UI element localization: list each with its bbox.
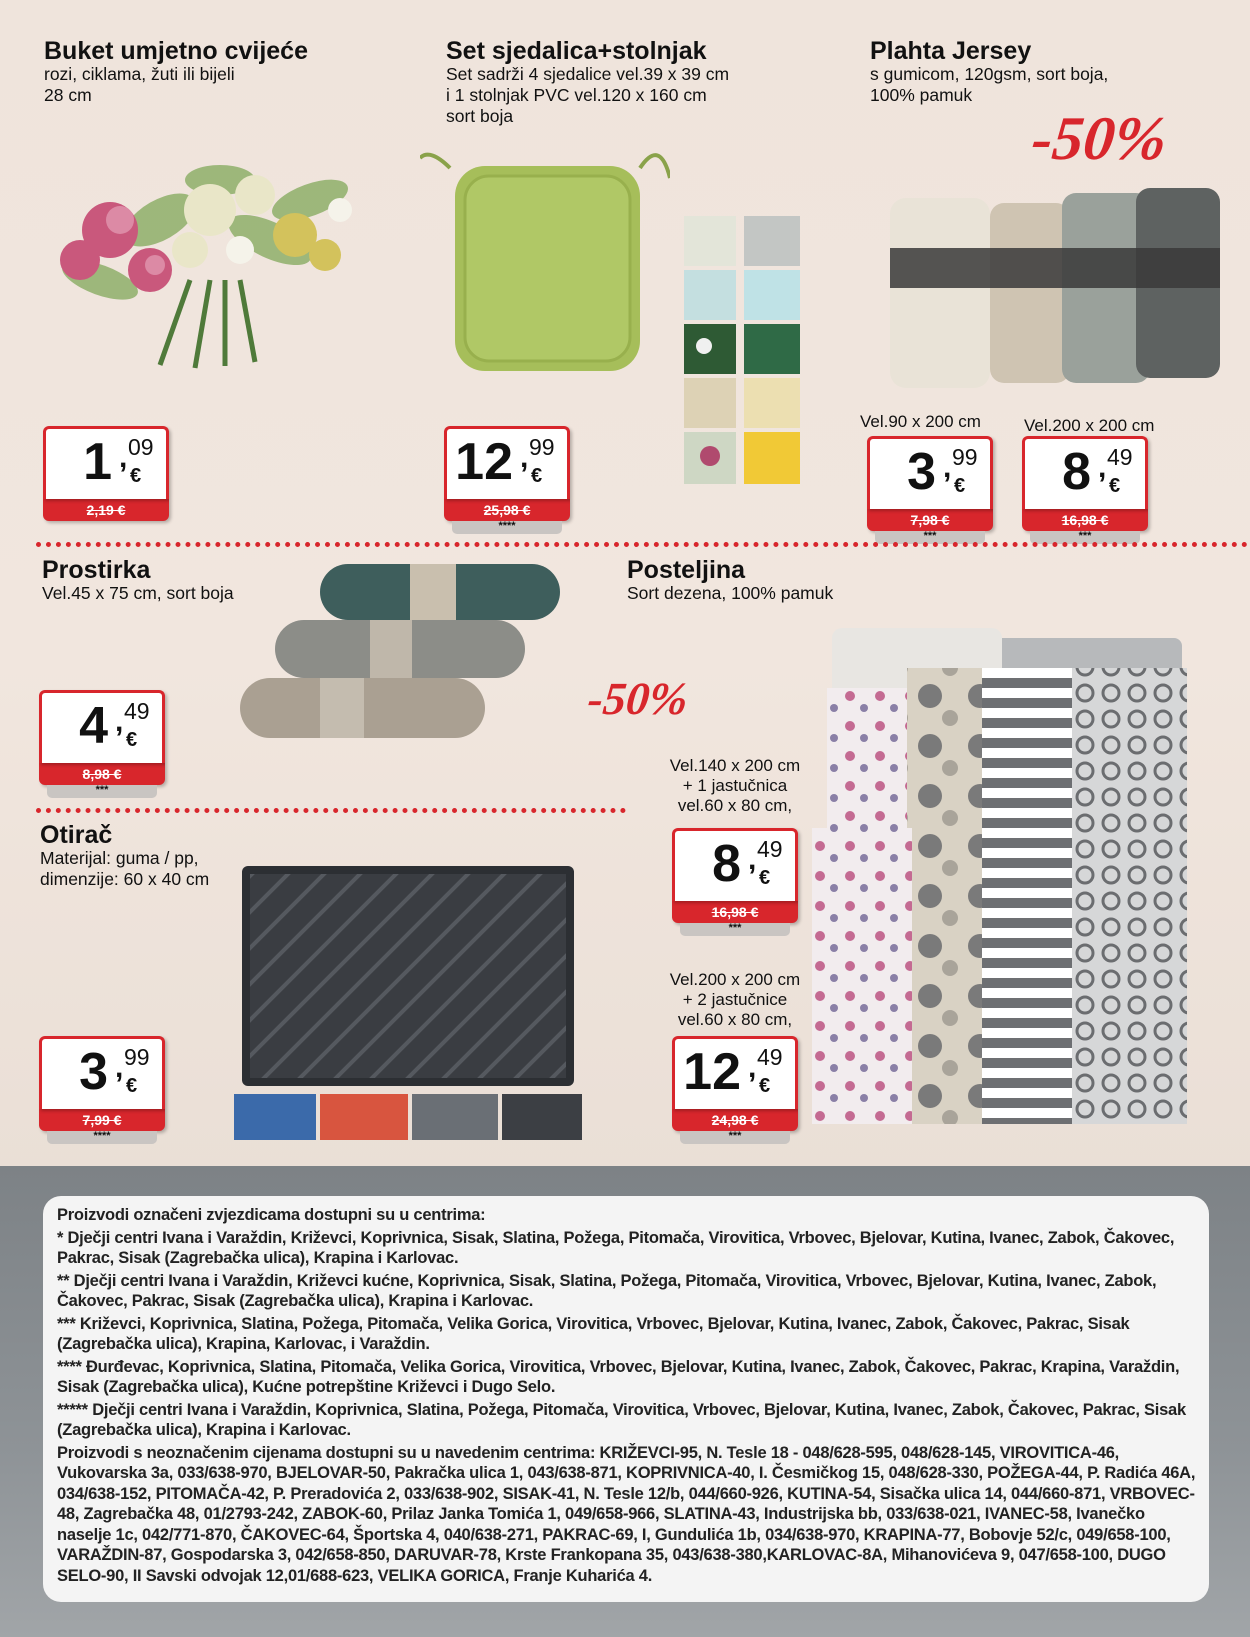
- price-decimal: 49: [757, 1044, 783, 1070]
- availability-stars: ***: [680, 1131, 790, 1144]
- posteljina-price-tag-2: 12 , 49 € 24,98 € ***: [672, 1036, 798, 1144]
- legend-intro: Proizvodi označeni zvjezdicama dostupni su u centrima:: [57, 1206, 486, 1224]
- plahta-desc: s gumicom, 120gsm, sort boja, 100% pamuk: [870, 64, 1109, 105]
- price-integer: 8: [712, 835, 741, 893]
- posteljina-price-tag-1: 8 , 49 € 16,98 € ***: [672, 828, 798, 936]
- price-integer: 1: [83, 433, 112, 491]
- price-currency: €: [126, 729, 138, 751]
- price-currency: €: [531, 465, 543, 487]
- buket-desc: rozi, ciklama, žuti ili bijeli 28 cm: [44, 64, 235, 105]
- bedding-image: [812, 628, 1192, 1124]
- set-price-tag: 12 , 99 € 25,98 € ****: [444, 426, 570, 534]
- price-currency: €: [1109, 475, 1121, 497]
- plahta-title: Plahta Jersey: [870, 37, 1032, 65]
- price-integer: 12: [683, 1043, 741, 1101]
- section-divider: [36, 808, 626, 813]
- posteljina-title: Posteljina: [627, 556, 746, 584]
- price-decimal: 09: [128, 434, 154, 460]
- price-currency: €: [759, 867, 771, 889]
- availability-stars: ***: [1030, 531, 1140, 544]
- flower-bouquet-image: [40, 140, 370, 370]
- old-price: 7,99 €: [39, 1109, 165, 1131]
- price-decimal: 99: [952, 444, 978, 470]
- otirac-desc: Materijal: guma / pp, dimenzije: 60 x 40 cm: [40, 848, 210, 889]
- legend-two-stars: ** Dječji centri Ivana i Varaždin, Križevci kućne, Koprivnica, Sisak, Slatina, Požega, Pitomača, Virovitica, Vrbovec, Bjelovar, Kutina, Ivanec, Zabok, Čakovec, Pakrac, Sisak (Zagrebačka ulica), Krapina i Karlovac.: [57, 1271, 1157, 1310]
- set-desc: Set sadrži 4 sjedalice vel.39 x 39 cm i 1 stolnjak PVC vel.120 x 160 cm sort boja: [446, 64, 730, 126]
- price-integer: 4: [79, 697, 108, 755]
- old-price: 25,98 €: [444, 499, 570, 521]
- legend-five-stars: ***** Dječji centri Ivana i Varaždin, Koprivnica, Slatina, Požega, Pitomača, Virovitica, Vrbovec, Bjelovar, Kutina, Ivanec, Zabok, Čakovec, Pakrac, Sisak (Zagrebačka ulica), Krapina i Karlovac.: [57, 1400, 1186, 1439]
- price-currency: €: [126, 1075, 138, 1097]
- prostirka-discount: -50%: [585, 673, 691, 724]
- price-currency: €: [954, 475, 966, 497]
- prostirka-price-tag: 4 , 49 € 8,98 € ***: [39, 690, 165, 798]
- availability-stars: ***: [680, 923, 790, 936]
- price-decimal: 99: [529, 434, 555, 460]
- otirac-title: Otirač: [40, 821, 113, 849]
- buket-price-tag: 1 , 09 € 2,19 €: [43, 426, 169, 521]
- bath-mats-image: [240, 558, 570, 748]
- plahta-size-1: Vel.90 x 200 cm: [860, 412, 981, 431]
- price-integer: 3: [79, 1043, 108, 1101]
- old-price: 16,98 €: [672, 901, 798, 923]
- price-integer: 3: [907, 443, 936, 501]
- plahta-price-tag-2: 8 , 49 € 16,98 € ***: [1022, 436, 1148, 544]
- price-integer: 8: [1062, 443, 1091, 501]
- tablecloth-swatches: [684, 216, 800, 484]
- price-currency: €: [759, 1075, 771, 1097]
- prostirka-desc: Vel.45 x 75 cm, sort boja: [42, 583, 234, 603]
- price-decimal: 49: [757, 836, 783, 862]
- store-address-list: Proizvodi s neoznačenim cijenama dostupni su u navedenim centrima: KRIŽEVCI-95, N. Tesle 18 - 048/628-595, 048/628-145, VIROVITICA-46, Vukovarska 3a, 033/638-970, BJELOVAR-50, Pakračka ulica 1, 043/638-871, KOPRIVNICA-40, I. Česmičkog 15, 048/628-330, POŽEGA-44, P. Radića 46A, 034/638-152, PITOMAČA-42, P. Preradovića 2, 033/638-902, SISAK-41, N. Tesle 12/b, 044/660-926, KUTINA-54, Sisačka ulica 14, 044/660-871, VRBOVEC-48, Zagrebačka 48, 01/2793-242, ZABOK-60, Prilaz Janka Tomića 1, 049/658-966, SLATINA-43, Industrijska bb, 033/638-021, IVANEC-58, Ivanečko naselje 1c, 042/771-870, ČAKOVEC-64, Športska 4, 040/638-271, PAKRAC-69, I, Gundulića 1b, 034/638-970, KRAPINA-77, Bobovje 52/c, 049/658-100, VARAŽDIN-87, Gospodarska 3, 042/658-850, DARUVAR-78, Krste Frankopana 35, 043/638-380,KARLOVAC-8A, Mihanovićeva 9, 047/658-100, DUGO SELO-90, II Savski odvojak 12,01/688-623, VELIKA GORICA, Franje Kuharića 4.: [57, 1443, 1196, 1585]
- legend-four-stars: **** Đurđevac, Koprivnica, Slatina, Pitomača, Velika Gorica, Virovitica, Vrbovec, Bjelovar, Kutina, Ivanec, Zabok, Čakovec, Pakrac, Krapina, Varaždin, Sisak (Zagrebačka ulica), Kućne potrepštine Križevci i Dugo Selo.: [57, 1357, 1180, 1396]
- plahta-size-2: Vel.200 x 200 cm: [1024, 416, 1155, 435]
- set-title: Set sjedalica+stolnjak: [446, 37, 707, 65]
- plahta-discount: -50%: [1028, 105, 1170, 173]
- availability-legend: [57, 1205, 1197, 1588]
- old-price: 7,98 €: [867, 509, 993, 531]
- posteljina-desc: Sort dezena, 100% pamuk: [627, 583, 834, 603]
- old-price: 24,98 €: [672, 1109, 798, 1131]
- price-decimal: 99: [124, 1044, 150, 1070]
- availability-stars: ***: [47, 785, 157, 798]
- old-price: 8,98 €: [39, 763, 165, 785]
- posteljina-size-1: Vel.140 x 200 cm + 1 jastučnica vel.60 x 80 cm,: [669, 756, 801, 815]
- plahta-price-tag-1: 3 , 99 € 7,98 € ***: [867, 436, 993, 544]
- availability-stars: ****: [452, 521, 562, 534]
- availability-stars: ***: [875, 531, 985, 544]
- price-integer: 12: [455, 433, 513, 491]
- otirac-price-tag: 3 , 99 € 7,99 € ****: [39, 1036, 165, 1144]
- availability-stars: ****: [47, 1131, 157, 1144]
- buket-title: Buket umjetno cvijeće: [44, 37, 308, 65]
- chair-pad-image: [420, 128, 670, 388]
- prostirka-title: Prostirka: [42, 556, 151, 584]
- section-divider: [36, 542, 1248, 547]
- door-mat-image: [228, 862, 588, 1142]
- posteljina-size-2: Vel.200 x 200 cm + 2 jastučnice vel.60 x 80 cm,: [669, 970, 801, 1029]
- price-decimal: 49: [1107, 444, 1133, 470]
- legend-three-stars: *** Križevci, Koprivnica, Slatina, Požega, Pitomača, Velika Gorica, Virovitica, Vrbovec, Bjelovar, Kutina, Ivanec, Zabok, Čakovec, Pakrac, Sisak (Zagrebačka ulica), Krapina, Karlovac, i Varaždin.: [57, 1314, 1130, 1353]
- legend-one-star: * Dječji centri Ivana i Varaždin, Križevci, Koprivnica, Sisak, Slatina, Požega, Pitomača, Virovitica, Vrbovec, Bjelovar, Kutina, Ivanec, Zabok, Čakovec, Pakrac, Sisak (Zagrebačka ulica), Krapina i Karlovac.: [57, 1228, 1175, 1267]
- old-price: 2,19 €: [43, 499, 169, 521]
- price-currency: €: [130, 465, 142, 487]
- jersey-sheets-image: [890, 188, 1220, 388]
- price-decimal: 49: [124, 698, 150, 724]
- old-price: 16,98 €: [1022, 509, 1148, 531]
